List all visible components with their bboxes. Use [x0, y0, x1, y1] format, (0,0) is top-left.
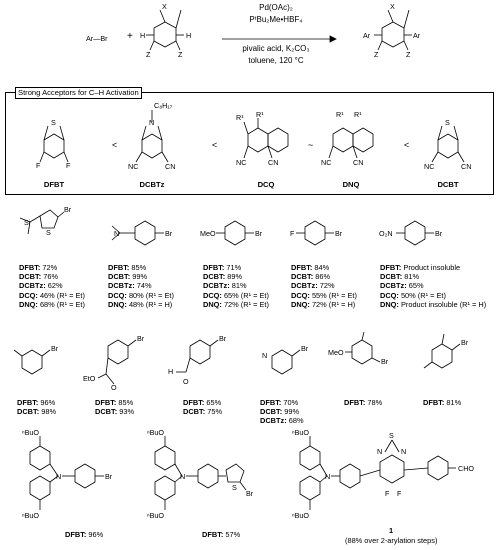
- methylanisole-meo: MeO: [328, 348, 344, 357]
- substrate-nitrobromobenzene-structure: [396, 221, 434, 245]
- reactant-atom-x: X: [162, 2, 167, 11]
- yields-triarylamine-bromide: DFBT: 96%: [65, 530, 104, 539]
- product1-n-right: N: [401, 447, 407, 456]
- reactant-atom-z-right: Z: [178, 50, 183, 59]
- relation-2: <: [212, 140, 218, 150]
- reactant-atom-h-left: H: [140, 31, 146, 40]
- final-product-note: (88% over 2-arylation steps): [345, 536, 438, 545]
- anisole-br: Br: [255, 229, 263, 238]
- aldehyde-br: Br: [219, 334, 227, 343]
- yields-thiophene: DFBT: 72% DCBT: 76% DCBTz: 62% DCQ: 46% (R¹ = Et) DNQ: 68% (R¹ = Et): [19, 263, 85, 309]
- product1-s: S: [389, 431, 394, 440]
- thiophene-si: Si: [24, 218, 31, 227]
- product-atom-x: X: [390, 2, 395, 11]
- benzoate-o: O: [111, 383, 117, 392]
- reactant-atom-h-right: H: [186, 31, 192, 40]
- relation-4: <: [404, 140, 410, 150]
- amine1-br: Br: [105, 472, 113, 481]
- substrate-fluorobromobenzene-structure: [296, 221, 334, 245]
- dcbtz-atom-nc: NC: [128, 162, 139, 171]
- thiophene-s: S: [46, 228, 51, 237]
- methylanisole-br: Br: [381, 357, 389, 366]
- amine2-br: Br: [246, 489, 254, 498]
- amine2-n: N: [180, 472, 186, 481]
- relation-3: ~: [308, 140, 314, 150]
- acceptor-label-dfbt: DFBT: [43, 180, 65, 189]
- yields-triarylamine-thiophene: DFBT: 57%: [202, 530, 241, 539]
- product1-n: N: [325, 472, 331, 481]
- reactant-atom-z-left: Z: [146, 50, 151, 59]
- amine2-nbuo-top: ⁿBuO: [147, 428, 165, 437]
- yields-bromoxylene: DFBT: 81%: [423, 398, 462, 407]
- dnq-r1-right: R¹: [354, 110, 362, 119]
- dcbt-atom-s: S: [445, 118, 450, 127]
- thiophene-br: Br: [64, 205, 72, 214]
- yields-nitrobromobenzene: DFBT: Product insoluble DCBT: 81% DCBTz: 65% DCQ: 50% (R¹ = Et) DNQ: Product insoluble (R¹ = H): [380, 263, 487, 309]
- benzoate-br: Br: [137, 334, 145, 343]
- aldehyde-o: O: [183, 377, 189, 386]
- product-atom-ar-left: Ar: [363, 31, 371, 40]
- acceptor-box-title: Strong Acceptors for C–H Activation: [15, 87, 142, 99]
- amine1-nbuo-top: ⁿBuO: [22, 428, 40, 437]
- fluoro-br: Br: [335, 229, 343, 238]
- dcbtz-c8h17: C₈H₁₇: [154, 101, 173, 110]
- dnq-atom-nc: NC: [321, 158, 332, 167]
- yields-bromopyridine: DFBT: 70% DCBT: 99% DCBTz: 68%: [260, 398, 304, 426]
- fluoro-f: F: [290, 229, 295, 238]
- plus-sign: +: [127, 31, 133, 42]
- pyridine-n: N: [262, 351, 268, 360]
- dnq-atom-cn: CN: [353, 158, 364, 167]
- amine2-nbuo-bottom: ⁿBuO: [147, 511, 165, 520]
- reagent-additives: pivalic acid, K₂CO₃: [242, 44, 310, 53]
- dfbt-atom-s: S: [51, 118, 56, 127]
- product1-nbuo-top: ⁿBuO: [292, 428, 310, 437]
- dcbt-atom-cn: CN: [461, 162, 472, 171]
- amine1-n: N: [56, 472, 62, 481]
- reagent-pd: Pd(OAc)₂: [259, 3, 293, 12]
- substrate-bromobenzaldehyde-structure: [176, 340, 218, 372]
- product1-nbuo-bottom: ⁿBuO: [292, 511, 310, 520]
- acceptor-label-dnq: DNQ: [342, 180, 360, 189]
- substrate-triarylamine-bromide-structure: [30, 436, 104, 510]
- reagent-solvent: toluene, 120 °C: [248, 56, 304, 65]
- pyridine-br: Br: [301, 344, 309, 353]
- dfbt-atom-f-right: F: [66, 161, 71, 170]
- acceptor-label-dcq: DCQ: [257, 180, 275, 189]
- acceptor-label-dcbtz: DCBTz: [139, 180, 165, 189]
- anisole-meo: MeO: [200, 229, 216, 238]
- product1-cho: CHO: [458, 464, 474, 473]
- benzoate-eto: EtO: [83, 374, 96, 383]
- yields-bromomethylanisole: DFBT: 78%: [344, 398, 383, 407]
- xylene-br: Br: [461, 338, 469, 347]
- dcbtz-atom-n: N: [149, 118, 155, 127]
- reagent-ligand: PᵗBu₂Me•HBF₄: [249, 15, 303, 24]
- dcq-r1-right: R¹: [256, 110, 264, 119]
- dcbtz-atom-cn: CN: [165, 162, 176, 171]
- substrate-bromotoluene-structure: [14, 350, 50, 374]
- aniline-br: Br: [165, 229, 173, 238]
- substrate-bromoxylene-structure: [424, 334, 460, 368]
- dnq-r1-left: R¹: [336, 110, 344, 119]
- product-atom-z-left: Z: [374, 50, 379, 59]
- reactant-heteroarene: [146, 10, 184, 50]
- reactant-arbr: Ar—Br: [86, 34, 108, 43]
- substrate-triarylamine-thiophene-structure: [155, 436, 246, 510]
- amine1-nbuo-bottom: ⁿBuO: [22, 511, 40, 520]
- yields-dimethylaniline: DFBT: 85% DCBT: 99% DCBTz: 74% DCQ: 80% (R¹ = Et) DNQ: 48% (R¹ = H): [108, 263, 174, 309]
- nitro-o2n: O₂N: [379, 229, 393, 238]
- bromotoluene-br: Br: [51, 344, 59, 353]
- final-product-number: 1: [389, 526, 394, 535]
- dcq-atom-cn: CN: [268, 158, 279, 167]
- product-atom-ar-right: Ar: [413, 31, 421, 40]
- aldehyde-h: H: [168, 367, 174, 376]
- dcq-atom-nc: NC: [236, 158, 247, 167]
- yields-fluorobromobenzene: DFBT: 84% DCBT: 86% DCBTz: 72% DCQ: 55% (R¹ = Et) DNQ: 72% (R¹ = H): [291, 263, 357, 309]
- yields-ethyl-bromobenzoate: DFBT: 85% DCBT: 93%: [95, 398, 135, 417]
- aniline-n: N: [114, 229, 120, 238]
- dcq-r1-left: R¹: [236, 113, 244, 122]
- amine2-s: S: [232, 483, 237, 492]
- relation-1: <: [112, 140, 118, 150]
- product-heteroarene: [374, 10, 412, 50]
- substrate-bromoanisole-structure: [216, 221, 254, 245]
- substrate-bromopyridine-structure: [272, 350, 300, 374]
- product1-f-right: F: [397, 489, 402, 498]
- substrate-ethyl-bromobenzoate-structure: [98, 340, 136, 384]
- nitro-br: Br: [435, 229, 443, 238]
- substrate-bromomethylanisole-structure: [345, 332, 380, 364]
- yields-bromobenzaldehyde: DFBT: 65% DCBT: 75%: [183, 398, 223, 417]
- dfbt-atom-f-left: F: [36, 161, 41, 170]
- yields-bromoanisole: DFBT: 71% DCBT: 89% DCBTz: 81% DCQ: 65% (R¹ = Et) DNQ: 72% (R¹ = Et): [203, 263, 269, 309]
- dcbt-atom-nc: NC: [424, 162, 435, 171]
- product-atom-z-right: Z: [406, 50, 411, 59]
- product1-n-left: N: [377, 447, 383, 456]
- acceptor-label-dcbt: DCBT: [437, 180, 459, 189]
- substrate-dimethylaniline-structure: [112, 221, 164, 245]
- yields-bromotoluene: DFBT: 96% DCBT: 98%: [17, 398, 57, 417]
- product1-f-left: F: [385, 489, 390, 498]
